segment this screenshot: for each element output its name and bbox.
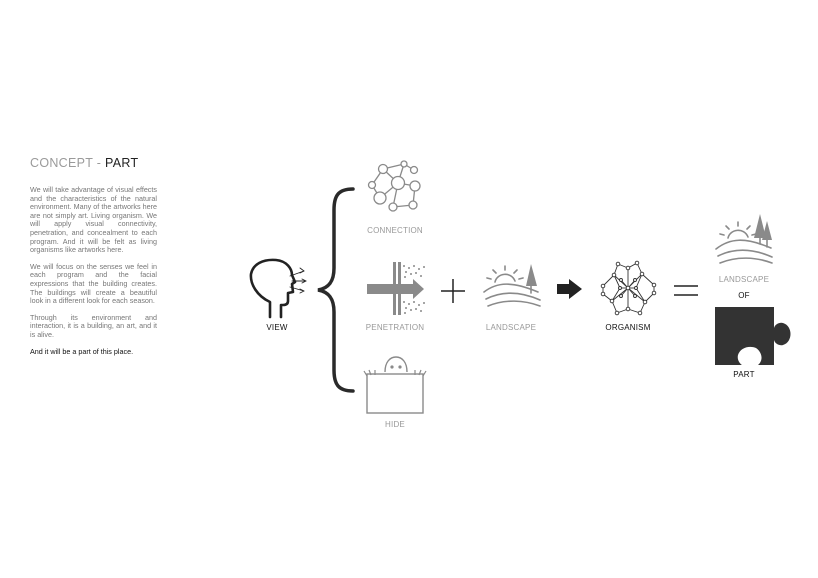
label-result-landscape: LANDSCAPE (718, 275, 770, 284)
organism-icon (601, 261, 656, 315)
title-highlight: PART (105, 156, 139, 170)
label-of: OF (738, 291, 750, 300)
paragraph-1: We will take advantage of visual effects and the characteristics of the natural environment. Many of the artworks here are not simply art. Living organism. We will apply visual connectivity, penetration, and concealment to each program. And it will be felt as living organisms like artworks here. (30, 185, 157, 255)
label-organism: ORGANISM (605, 323, 651, 332)
puzzle-piece-icon (715, 307, 791, 365)
result-landscape-icon (716, 214, 772, 263)
equals-icon (674, 286, 698, 295)
penetration-icon (367, 262, 425, 315)
curly-brace (318, 189, 353, 391)
plus-icon (441, 279, 465, 303)
label-part: PART (733, 370, 755, 379)
arrow-icon (557, 279, 582, 299)
label-hide: HIDE (385, 420, 405, 429)
paragraph-2: We will focus on the senses we feel in each program and the facial expressions that the building creates. The buildings will create a beautiful look in a different look for each season. (30, 261, 157, 306)
label-view: VIEW (266, 323, 288, 332)
hide-icon (364, 357, 426, 413)
connection-icon (369, 161, 421, 211)
head-icon (251, 260, 306, 317)
landscape-icon (484, 264, 540, 306)
label-connection: CONNECTION (367, 226, 423, 235)
paragraph-3: Through its environment and interaction, it is a building, an art, and it is alive. (30, 312, 157, 339)
label-penetration: PENETRATION (365, 323, 425, 332)
label-landscape: LANDSCAPE (485, 323, 537, 332)
closing-line: And it will be a part of this place. (30, 346, 134, 356)
title-prefix: CONCEPT - (30, 156, 105, 170)
